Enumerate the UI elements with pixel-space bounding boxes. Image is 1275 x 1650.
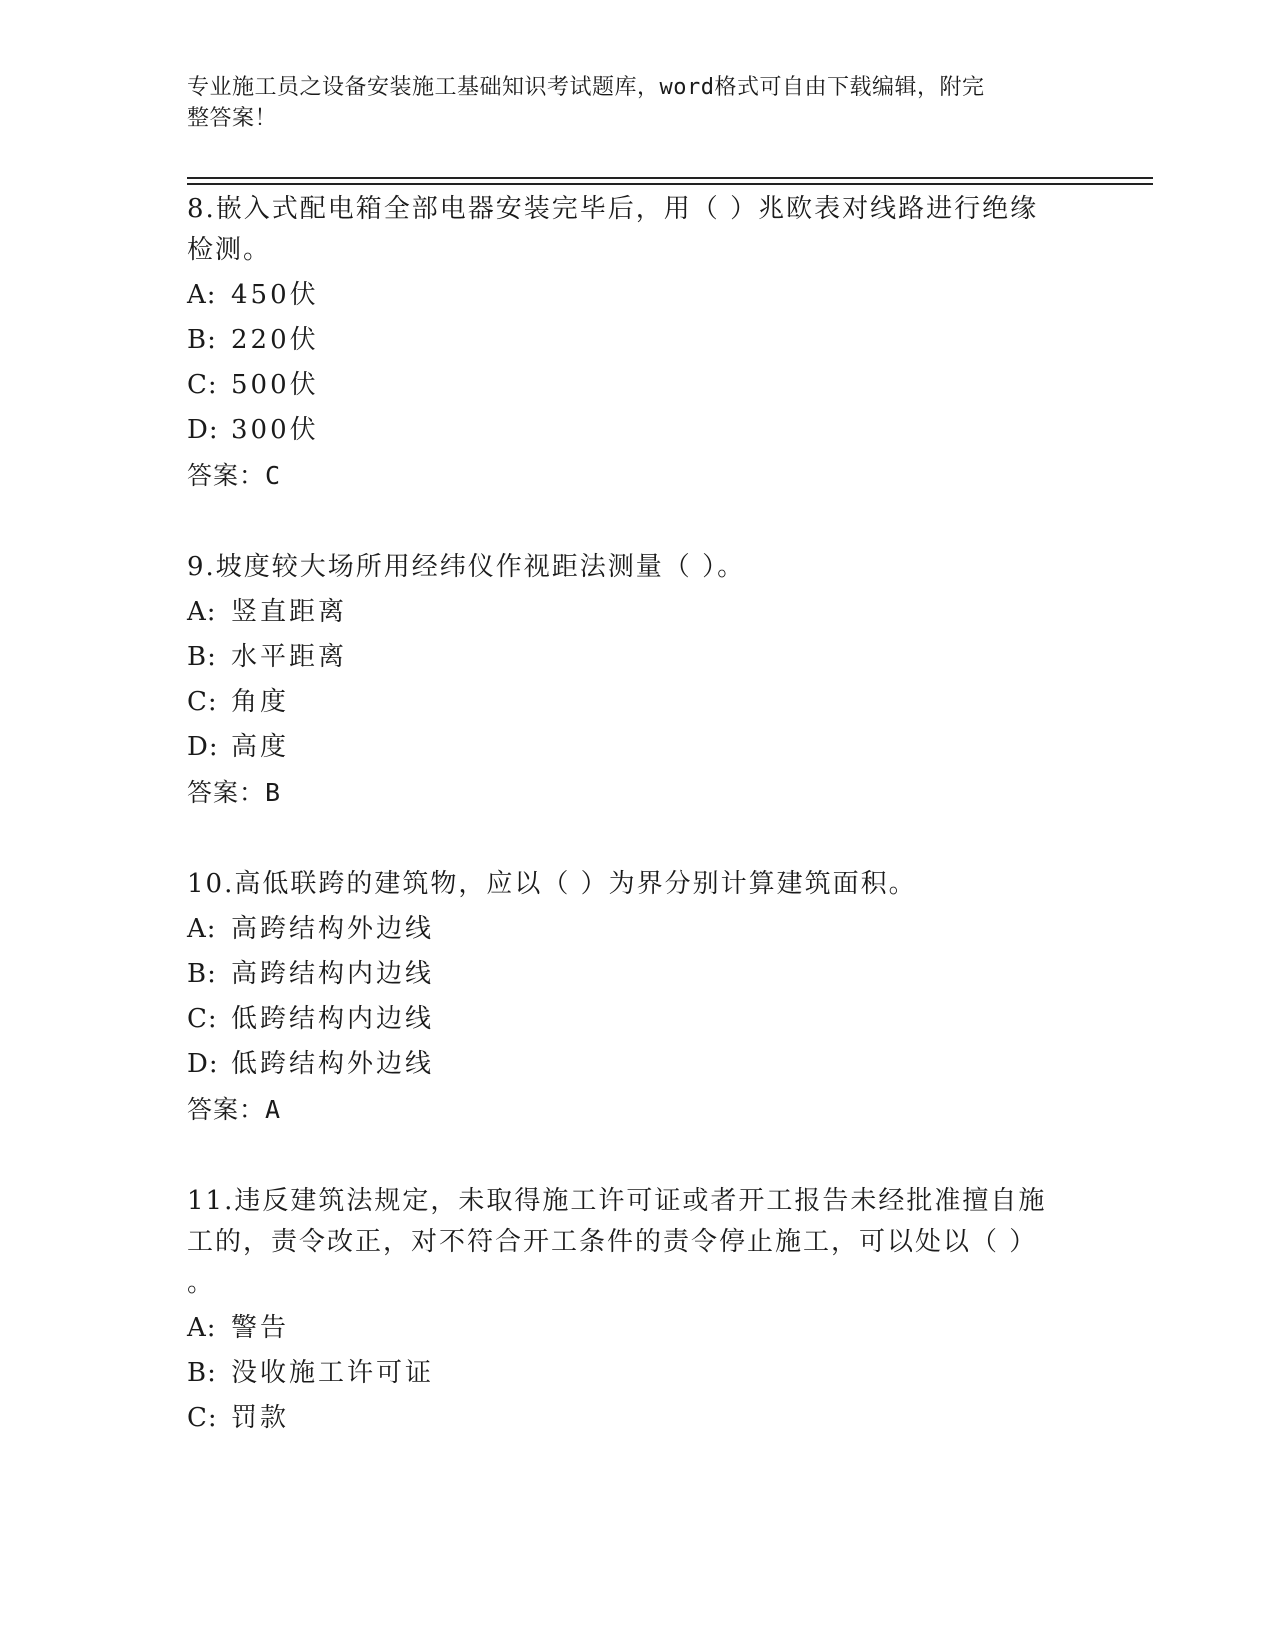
option-text: 500伏	[231, 370, 319, 400]
option-b	[187, 1351, 1087, 1396]
option-text: 水平距离	[231, 642, 348, 672]
option-a	[187, 590, 1087, 635]
option-text: 没收施工许可证	[231, 1358, 435, 1388]
option-text: 竖直距离	[231, 597, 348, 627]
option-text: 罚款	[231, 1403, 290, 1433]
option-letter: D:	[187, 1049, 219, 1079]
option-text: 高跨结构外边线	[231, 914, 435, 944]
option-letter: C:	[187, 1403, 218, 1433]
option-letter: B:	[187, 1358, 217, 1388]
option-letter: C:	[187, 687, 218, 717]
option-a	[187, 273, 1087, 318]
option-d	[187, 725, 1087, 770]
question-gap	[187, 498, 1087, 545]
option-letter: C:	[187, 370, 218, 400]
option-c	[187, 1396, 1087, 1441]
question-stem: 9.坡度较大场所用经纬仪作视距法测量（ ）。	[187, 552, 746, 582]
option-a	[187, 907, 1087, 952]
option-letter: A:	[187, 280, 217, 310]
answer-line: 答案：B	[187, 778, 282, 807]
answer-line: 答案：A	[187, 1095, 282, 1124]
option-letter: D:	[187, 415, 219, 445]
question-list	[187, 187, 1087, 1441]
option-c	[187, 997, 1087, 1042]
question-11	[187, 1179, 1087, 1441]
question-stem: 11.违反建筑法规定，未取得施工许可证或者开工报告未经批准擅自施	[187, 1186, 1047, 1216]
document-header	[187, 72, 1067, 134]
option-c	[187, 363, 1087, 408]
option-text: 300伏	[231, 415, 319, 445]
option-letter: C:	[187, 1004, 218, 1034]
option-d	[187, 1042, 1087, 1087]
option-letter: B:	[187, 959, 217, 989]
option-c	[187, 680, 1087, 725]
header-divider-top	[187, 177, 1153, 179]
option-b	[187, 318, 1087, 363]
option-letter: A:	[187, 597, 217, 627]
question-9	[187, 545, 1087, 815]
question-gap	[187, 815, 1087, 862]
question-8	[187, 187, 1087, 498]
option-text: 低跨结构外边线	[231, 1049, 435, 1079]
option-text: 450伏	[231, 280, 319, 310]
question-stem: 10.高低联跨的建筑物，应以（ ）为界分别计算建筑面积。	[187, 869, 917, 899]
option-a	[187, 1306, 1087, 1351]
option-text: 高度	[231, 732, 290, 762]
option-letter: B:	[187, 325, 217, 355]
question-stem-end: 。	[187, 1268, 216, 1298]
option-text: 低跨结构内边线	[231, 1004, 435, 1034]
option-letter: A:	[187, 914, 217, 944]
option-b	[187, 635, 1087, 680]
option-text: 角度	[231, 687, 290, 717]
question-stem-continued: 检测。	[187, 235, 272, 265]
option-b	[187, 952, 1087, 997]
question-stem-continued: 工的，责令改正，对不符合开工条件的责令停止施工，可以处以（ ）	[187, 1227, 1038, 1257]
question-gap	[187, 1132, 1087, 1179]
header-line-1: 专业施工员之设备安装施工基础知识考试题库，word格式可自由下载编辑，附完	[187, 75, 985, 100]
option-text: 220伏	[231, 325, 319, 355]
option-text: 警告	[231, 1313, 290, 1343]
option-d	[187, 408, 1087, 453]
question-stem: 8.嵌入式配电箱全部电器安装完毕后，用（ ）兆欧表对线路进行绝缘	[187, 194, 1039, 224]
question-10	[187, 862, 1087, 1132]
option-letter: A:	[187, 1313, 217, 1343]
option-text: 高跨结构内边线	[231, 959, 435, 989]
option-letter: B:	[187, 642, 217, 672]
option-letter: D:	[187, 732, 219, 762]
header-divider-bottom	[187, 183, 1153, 185]
answer-line: 答案：C	[187, 461, 282, 490]
header-line-2: 整答案！	[187, 106, 278, 131]
